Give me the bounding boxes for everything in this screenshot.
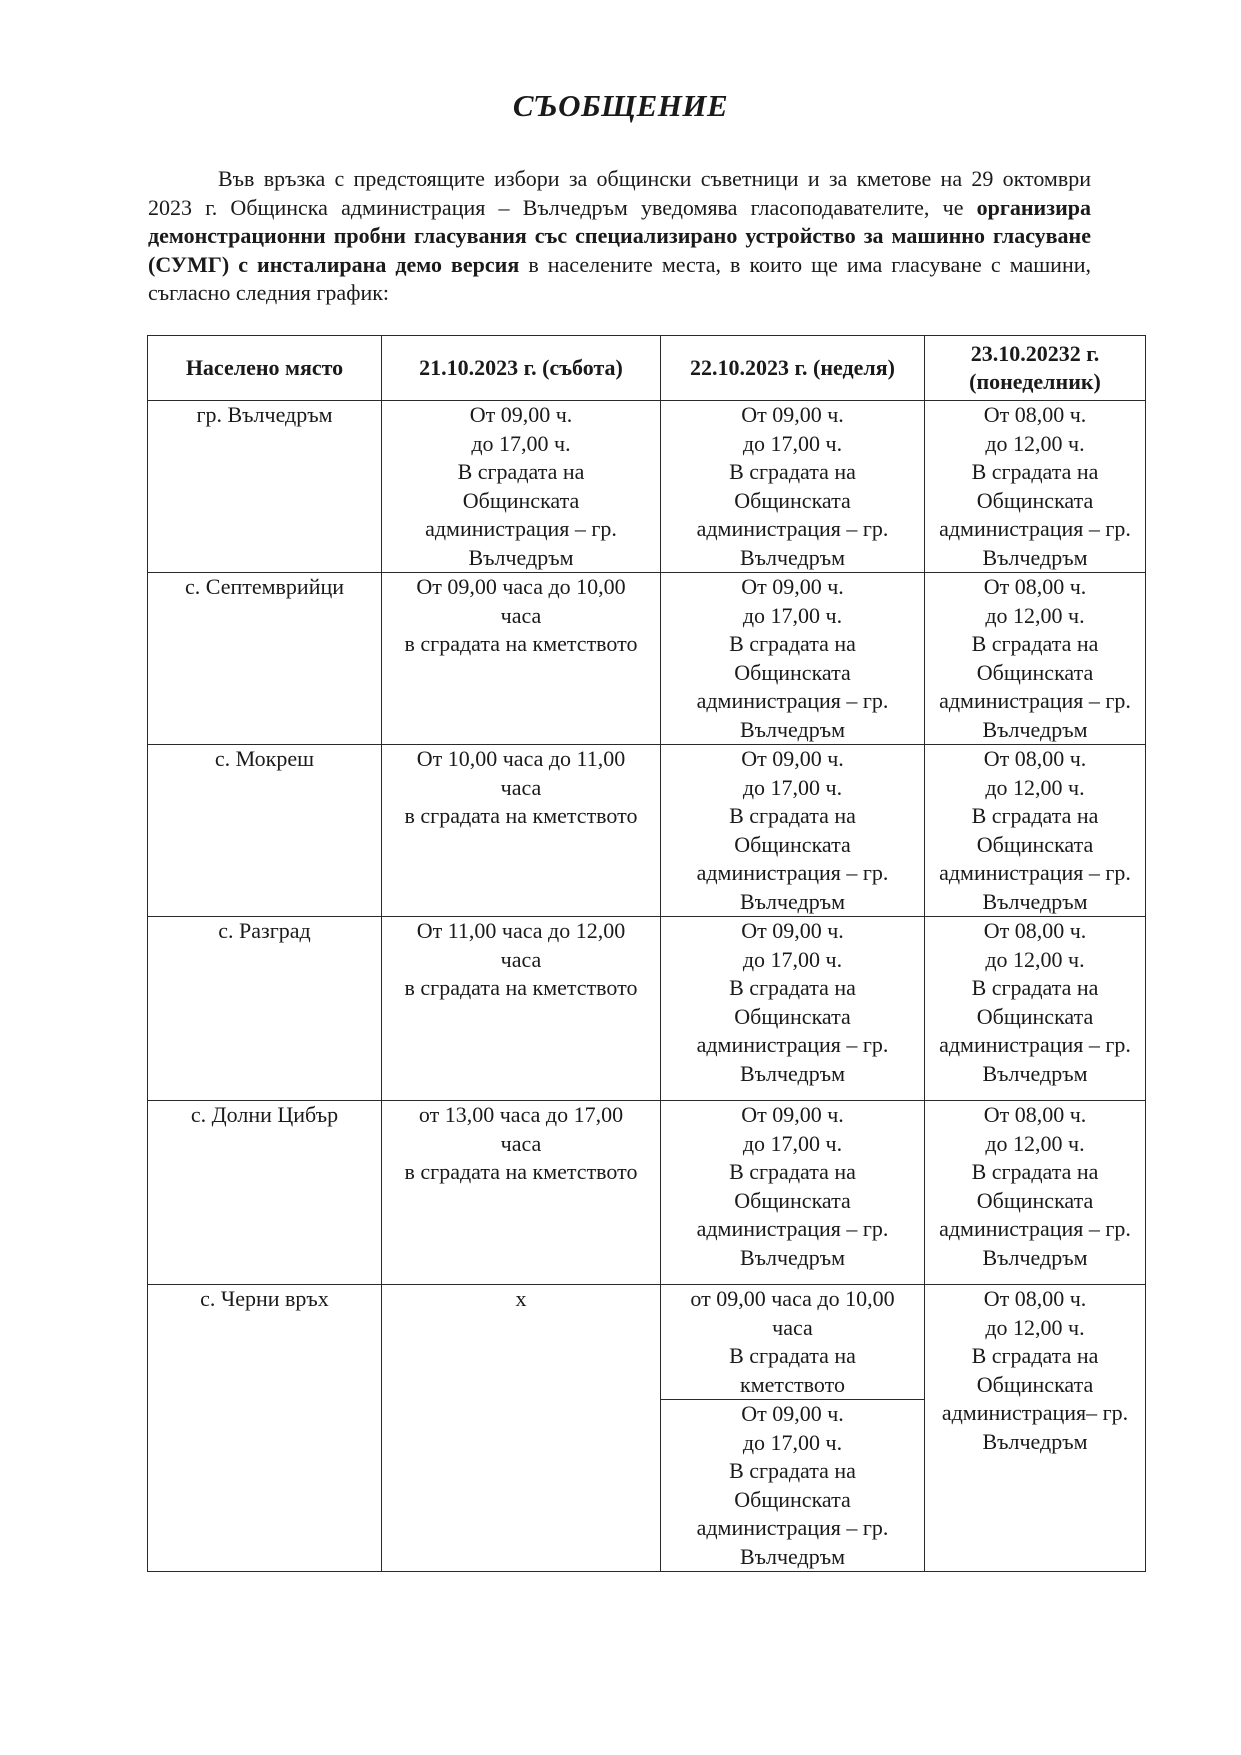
cell-line: администрация – гр.	[425, 516, 617, 541]
cell-line: Вълчедръм	[739, 1244, 846, 1270]
cell-line: администрация – гр.	[696, 1515, 889, 1540]
sunday-cell-municipality	[661, 1400, 925, 1572]
cell-line: В сградата на	[729, 975, 856, 1000]
cell-line: часа	[500, 602, 542, 628]
intro-paragraph	[148, 165, 1091, 308]
table-row	[148, 917, 1146, 1101]
cell-line: От 09,00 ч.	[741, 746, 844, 771]
cell-line: до 17,00 ч.	[742, 602, 843, 628]
cell-line: Вълчедръм	[468, 544, 574, 570]
cell-line: до 17,00 ч.	[742, 946, 843, 972]
cell-line: В сградата на	[729, 1343, 856, 1368]
sunday-cell	[661, 745, 925, 917]
cell-line: От 08,00 ч.	[983, 746, 1087, 771]
cell-line: администрация – гр.	[696, 516, 889, 541]
cell-line: до 17,00 ч.	[742, 774, 843, 800]
cell-line: часа	[500, 1130, 542, 1156]
saturday-cell	[382, 917, 661, 1101]
cell-line: Вълчедръм	[982, 716, 1088, 742]
cell-line: Вълчедръм	[982, 1428, 1088, 1454]
cell-line: В сградата на	[971, 803, 1099, 828]
cell-line: От 09,00 часа до 10,00	[416, 574, 626, 599]
cell-line: В сградата на	[729, 459, 856, 484]
cell-line: Общинската	[976, 487, 1094, 513]
table-row	[148, 1285, 1146, 1400]
monday-cell	[925, 745, 1146, 917]
cell-line: От 09,00 ч.	[741, 918, 844, 943]
cell-line: Вълчедръм	[982, 1060, 1088, 1086]
cell-line: администрация – гр.	[696, 1216, 889, 1241]
table-header-row	[148, 336, 1146, 401]
cell-line: администрация – гр.	[939, 1216, 1131, 1241]
cell-line: Вълчедръм	[739, 1060, 846, 1086]
cell-line: В сградата на	[729, 1458, 856, 1483]
cell-line: Общинската	[734, 1187, 851, 1213]
header-place: Населено място	[148, 336, 382, 401]
place-cell: с. Разград	[148, 917, 382, 1101]
cell-line: до 12,00 ч.	[985, 602, 1085, 628]
place-cell: с. Мокреш	[148, 745, 382, 917]
place-cell: с. Черни връх	[148, 1285, 382, 1572]
cell-line: администрация – гр.	[696, 1032, 889, 1057]
cell-line: до 17,00 ч.	[471, 430, 571, 456]
cell-line: Вълчедръм	[739, 888, 846, 914]
cell-line: От 09,00 ч.	[741, 1102, 844, 1127]
intro-text-1: Във връзка с предстоящите избори за общински съветници и за кметове на 29 октомври 2023 г. Общинска администрация – Вълчедръм уведомява гласоподавателите, че	[148, 166, 1091, 220]
cell-line: В сградата на	[729, 803, 856, 828]
page-title: СЪОБЩЕНИЕ	[512, 88, 729, 123]
cell-line: В сградата на	[971, 1343, 1099, 1368]
saturday-cell	[382, 1101, 661, 1285]
saturday-cell	[382, 401, 661, 573]
table-row	[148, 745, 1146, 917]
saturday-cell	[382, 1285, 661, 1572]
cell-line: от 13,00 часа до 17,00	[418, 1102, 624, 1127]
cell-line: От 08,00 ч.	[983, 402, 1087, 427]
cell-line: Вълчедръм	[982, 1244, 1088, 1270]
header-saturday: 21.10.2023 г. (събота)	[382, 336, 661, 401]
cell-line: в сградата на кметството	[404, 803, 638, 828]
cell-line: От 08,00 ч.	[983, 1102, 1087, 1127]
saturday-cell	[382, 745, 661, 917]
cell-line: до 12,00 ч.	[985, 1130, 1085, 1156]
monday-cell	[925, 1101, 1146, 1285]
cell-line: От 08,00 ч.	[983, 918, 1087, 943]
cell-line: до 17,00 ч.	[742, 1429, 843, 1455]
cell-line: до 17,00 ч.	[742, 1130, 843, 1156]
cell-line: От 09,00 ч.	[741, 574, 844, 599]
cell-line: В сградата на	[729, 631, 856, 656]
cell-line: Общинската	[976, 659, 1094, 685]
cell-line: От 09,00 ч.	[741, 1401, 844, 1426]
cell-line: Вълчедръм	[739, 1543, 846, 1569]
cell-line: до 17,00 ч.	[742, 430, 843, 456]
cell-line: Вълчедръм	[739, 544, 846, 570]
cell-line: В сградата на	[971, 459, 1099, 484]
cell-line: Общинската	[976, 1371, 1094, 1397]
cell-line: В сградата на	[971, 631, 1099, 656]
cell-line: Общинската	[734, 487, 851, 513]
cell-line: Общинската	[734, 831, 851, 857]
cell-line: В сградата на	[971, 1159, 1099, 1184]
cell-line: В сградата на	[729, 1159, 856, 1184]
cell-line: От 08,00 ч.	[983, 1286, 1087, 1311]
cell-line: администрация – гр.	[696, 688, 889, 713]
cell-line: часа	[500, 946, 542, 972]
header-monday: 23.10.20232 г. (понеделник)	[925, 336, 1146, 401]
cell-line: администрация – гр.	[939, 688, 1131, 713]
header-sunday: 22.10.2023 г. (неделя)	[661, 336, 925, 401]
cell-line: От 08,00 ч.	[983, 574, 1087, 599]
cell-line: часа	[500, 774, 542, 800]
cell-line: Вълчедръм	[739, 716, 846, 742]
monday-cell	[925, 1285, 1146, 1572]
cell-line: администрация – гр.	[939, 860, 1131, 885]
saturday-cell	[382, 573, 661, 745]
table-row	[148, 1101, 1146, 1285]
cell-line: в сградата на кметството	[404, 1159, 638, 1184]
cell-line: От 09,00 ч.	[741, 402, 844, 427]
sunday-cell-kmetstvo	[661, 1285, 925, 1400]
cell-line: От 11,00 часа до 12,00	[416, 918, 626, 943]
cell-line: Общинската	[976, 1003, 1094, 1029]
cell-line: Вълчедръм	[982, 888, 1088, 914]
cell-line: до 12,00 ч.	[985, 774, 1085, 800]
monday-cell	[925, 917, 1146, 1101]
cell-line: часа	[772, 1314, 813, 1340]
cell-line: от 09,00 часа до 10,00	[690, 1286, 895, 1311]
cell-line: администрация – гр.	[939, 1032, 1131, 1057]
cell-line: x	[515, 1286, 527, 1311]
table-row	[148, 401, 1146, 573]
sunday-cell	[661, 917, 925, 1101]
cell-line: до 12,00 ч.	[985, 1314, 1085, 1340]
cell-line: администрация – гр.	[939, 516, 1131, 541]
cell-line: в сградата на кметството	[404, 631, 638, 656]
table-row	[148, 573, 1146, 745]
cell-line: Общинската	[976, 831, 1094, 857]
cell-line: В сградата на	[971, 975, 1099, 1000]
monday-cell	[925, 401, 1146, 573]
cell-line: Вълчедръм	[982, 544, 1088, 570]
schedule-table	[147, 335, 1146, 1572]
cell-line: В сградата на	[457, 459, 585, 484]
monday-cell	[925, 573, 1146, 745]
cell-line: до 12,00 ч.	[985, 430, 1085, 456]
cell-line: От 09,00 ч.	[469, 402, 573, 427]
place-cell: с. Септемврийци	[148, 573, 382, 745]
cell-line: Общинската	[734, 659, 851, 685]
sunday-cell	[661, 401, 925, 573]
cell-line: Общинската	[462, 487, 580, 513]
cell-line: кметството	[740, 1371, 845, 1397]
place-cell: с. Долни Цибър	[148, 1101, 382, 1285]
cell-line: От 10,00 часа до 11,00	[416, 746, 626, 771]
cell-line: Общинската	[734, 1486, 851, 1512]
cell-line: Общинската	[976, 1187, 1094, 1213]
place-cell: гр. Вълчедръм	[148, 401, 382, 573]
cell-line: в сградата на кметството	[404, 975, 638, 1000]
cell-line: Общинската	[734, 1003, 851, 1029]
cell-line: до 12,00 ч.	[985, 946, 1085, 972]
cell-line: администрация – гр.	[696, 860, 889, 885]
sunday-cell	[661, 1101, 925, 1285]
intro-text-2: в населените места, в които ще има гласуване с машини, съгласно следния график:	[148, 251, 1091, 305]
intro-text-bold: организира демонстрационни пробни гласувания със специализирано устройство за машинно гласуване (СУМГ) с инсталирана демо версия	[148, 194, 1091, 277]
cell-line: администрация– гр.	[941, 1400, 1129, 1425]
sunday-cell	[661, 573, 925, 745]
